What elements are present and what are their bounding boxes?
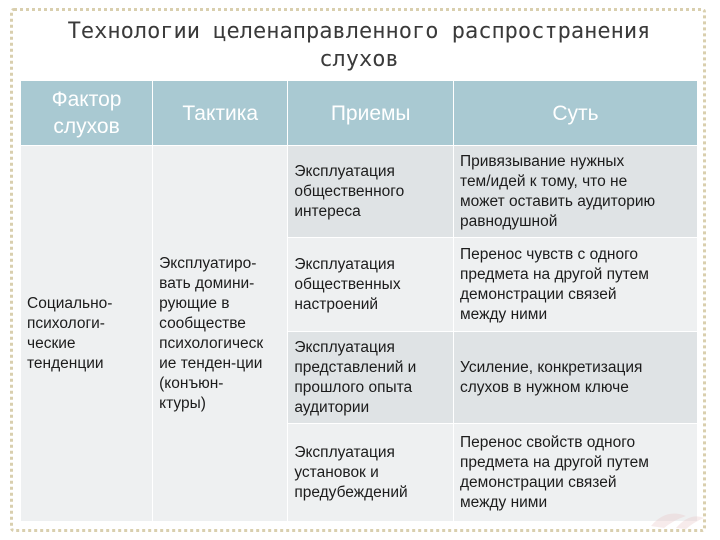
tactic-line: вать домини- — [159, 275, 255, 292]
essence-cell — [454, 146, 698, 238]
essence-line: демонстрации связей — [460, 285, 617, 303]
table-row — [21, 146, 698, 238]
factor-line: психологи- — [27, 314, 105, 332]
factor-cell — [21, 146, 153, 522]
essence-cell — [454, 238, 698, 332]
method-cell — [288, 146, 454, 238]
essence-line: может оставить аудиторию — [460, 192, 656, 210]
header-methods: Приемы — [288, 81, 454, 146]
essence-line: Перенос свойств одного — [460, 433, 636, 451]
method-cell — [288, 238, 454, 332]
method-line: установок и — [294, 463, 379, 481]
title-line-1: Технологии целенаправленного распространения — [67, 19, 651, 44]
tactic-line: рующие в — [159, 295, 230, 312]
essence-line: слухов в нужном ключе — [460, 378, 629, 396]
essence-line: равнодушной — [460, 212, 558, 230]
essence-line: между ними — [460, 305, 548, 323]
method-line: прошлого опыта — [294, 378, 413, 396]
title-line-2: слухов — [319, 47, 399, 72]
method-line: Эксплуатация — [294, 443, 395, 461]
method-line: представлений и — [294, 358, 417, 376]
essence-line: предмета на другой путем — [460, 265, 649, 283]
essence-line: предмета на другой путем — [460, 453, 649, 471]
method-line: настроений — [294, 295, 379, 313]
essence-line: Усиление, конкретизация — [460, 358, 643, 376]
factor-line: Социально- — [27, 294, 113, 312]
tactic-line: ие тенден-ции — [159, 355, 263, 372]
header-tactic: Тактика — [153, 81, 288, 146]
method-line: общественного — [294, 182, 405, 200]
tactic-line: сообществе — [159, 315, 246, 332]
method-line: интереса — [294, 202, 361, 220]
essence-line: Привязывание нужных — [460, 152, 625, 170]
essence-cell — [454, 332, 698, 424]
method-line: Эксплуатация — [294, 338, 395, 356]
factor-line: тенденции — [27, 354, 104, 372]
tactic-line: психологическ — [159, 335, 264, 352]
slide-header — [20, 12, 698, 80]
essence-line: между ними — [460, 493, 548, 511]
method-line: общественных — [294, 275, 401, 293]
slide-title — [20, 18, 698, 74]
header-factor: Фактор слухов — [21, 81, 153, 146]
method-line: предубеждений — [294, 483, 408, 501]
table-header-row — [21, 81, 698, 146]
method-line: Эксплуатация — [294, 162, 395, 180]
tactic-line: ктуры) — [159, 395, 206, 412]
tactic-line: (конъюн- — [159, 375, 224, 392]
tactic-cell — [153, 146, 288, 522]
method-cell — [288, 332, 454, 424]
rumor-technologies-table — [20, 80, 698, 522]
leaf-decoration-icon — [646, 506, 706, 530]
tactic-line: Эксплуатиро- — [159, 255, 257, 272]
factor-line: ческие — [27, 334, 76, 352]
essence-line: демонстрации связей — [460, 473, 617, 491]
method-line: Эксплуатация — [294, 255, 395, 273]
method-line: аудитории — [294, 398, 370, 416]
essence-line: Перенос чувств с одного — [460, 245, 639, 263]
header-essence: Суть — [454, 81, 698, 146]
method-cell — [288, 424, 454, 522]
essence-line: тем/идей к тому, что не — [460, 172, 628, 190]
